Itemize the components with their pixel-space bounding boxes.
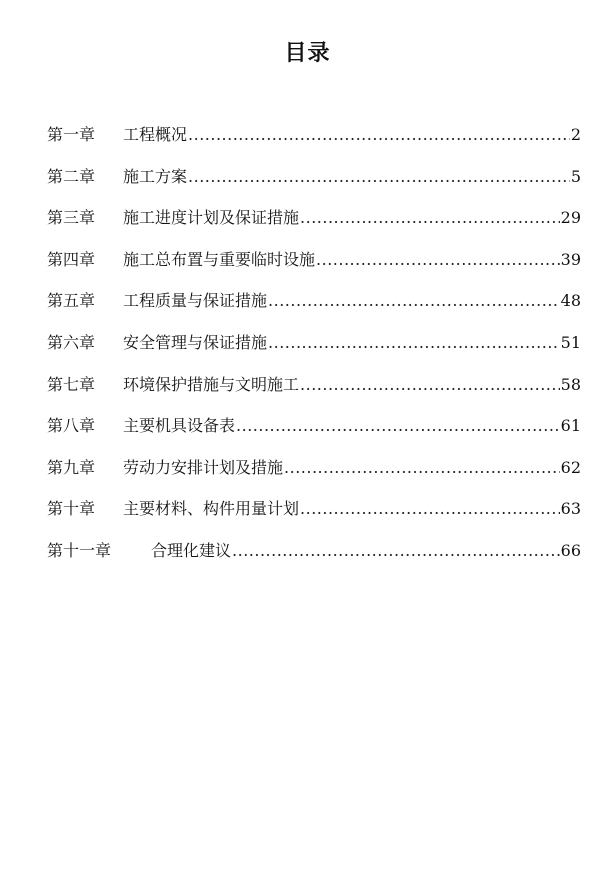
toc-entry[interactable]: [47, 121, 581, 163]
chapter-title: 安全管理与保证措施: [123, 332, 268, 352]
toc-entry[interactable]: [47, 204, 581, 246]
dot-leader: [300, 371, 560, 399]
chapter-number: 第十一章: [47, 540, 112, 560]
chapter-number: 第九章: [47, 457, 96, 477]
chapter-number: 第一章: [47, 125, 96, 144]
page-number: 62: [560, 457, 581, 477]
page-number: 63: [560, 499, 581, 519]
chapter-title: 工程概况: [123, 125, 188, 144]
toc-entry[interactable]: [47, 329, 581, 371]
dot-leader: [284, 454, 560, 482]
toc-entry[interactable]: [47, 537, 581, 579]
dot-leader: [268, 287, 560, 315]
chapter-title: 施工总布置与重要临时设施: [123, 249, 316, 269]
toc-entry[interactable]: [47, 287, 581, 329]
dot-leader: [188, 163, 570, 191]
dot-leader: [268, 329, 560, 357]
chapter-number: 第二章: [47, 166, 96, 186]
chapter-number: 第六章: [47, 332, 96, 352]
toc-entry[interactable]: [47, 495, 581, 537]
chapter-number: 第七章: [47, 374, 96, 394]
chapter-title: 主要材料、构件用量计划: [123, 499, 300, 519]
page-number: 29: [560, 208, 581, 228]
chapter-title: 施工进度计划及保证措施: [123, 208, 300, 228]
dot-leader: [300, 495, 560, 523]
page-number: 5: [570, 166, 581, 186]
chapter-title: 主要机具设备表: [123, 416, 236, 436]
dot-leader: [316, 246, 560, 274]
chapter-title: 环境保护措施与文明施工: [123, 374, 300, 394]
page-number: 58: [560, 374, 581, 394]
page-number: 66: [560, 540, 581, 560]
chapter-number: 第八章: [47, 416, 96, 436]
chapter-title: 工程质量与保证措施: [123, 291, 268, 311]
page-number: 2: [570, 125, 581, 144]
page-number: 51: [560, 332, 581, 352]
toc-entry[interactable]: [47, 371, 581, 413]
chapter-title: 施工方案: [123, 166, 188, 186]
chapter-number: 第五章: [47, 291, 96, 311]
dot-leader: [236, 412, 560, 440]
chapter-number: 第十章: [47, 499, 96, 519]
chapter-number: 第四章: [47, 249, 96, 269]
toc-entry[interactable]: [47, 163, 581, 205]
chapter-title: 合理化建议: [151, 540, 232, 560]
page-number: 39: [560, 249, 581, 269]
dot-leader: [300, 204, 560, 232]
chapter-number: 第三章: [47, 208, 96, 228]
dot-leader: [232, 537, 560, 565]
dot-leader: [188, 121, 570, 149]
toc-entry[interactable]: [47, 454, 581, 496]
chapter-title: 劳动力安排计划及措施: [123, 457, 284, 477]
toc-list: [47, 121, 581, 579]
toc-title: 目录: [284, 41, 331, 66]
toc-entry[interactable]: [47, 412, 581, 454]
page-number: 61: [560, 416, 581, 436]
toc-entry[interactable]: [47, 246, 581, 288]
page-number: 48: [560, 291, 581, 311]
